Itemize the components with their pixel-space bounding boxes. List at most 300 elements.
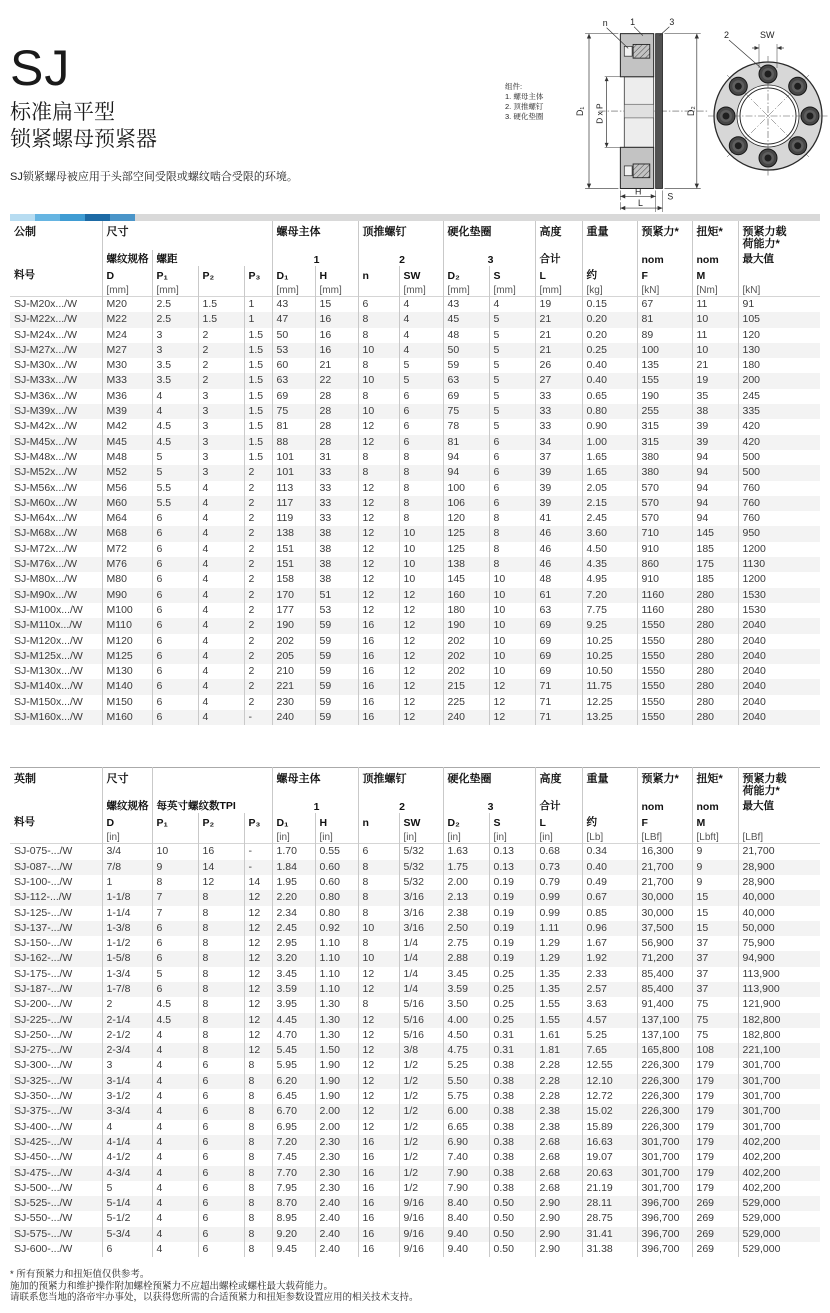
group-weight: 重量: [582, 221, 637, 250]
table-cell: 5/32: [399, 844, 443, 860]
table-cell: 14: [198, 860, 244, 875]
table-cell: 7.20: [582, 588, 637, 603]
table-cell: 151: [272, 557, 315, 572]
table-cell: 91: [738, 297, 820, 313]
table-cell: M30: [102, 358, 152, 373]
imperial-table-body: [10, 844, 820, 1258]
table-cell: 10: [399, 572, 443, 587]
table-cell: 2.95: [272, 936, 315, 951]
table-cell: 155: [637, 373, 692, 388]
table-cell: 9: [692, 860, 738, 875]
dim-label-d2: D₂: [685, 106, 696, 116]
table-cell: SJ-M52x.../W: [14, 466, 78, 479]
table-cell: 315: [637, 435, 692, 450]
table-cell: 12: [358, 419, 399, 434]
table-cell: 9.40: [443, 1227, 489, 1242]
table-cell: 46: [535, 542, 582, 557]
table-cell: 5/16: [399, 1013, 443, 1028]
table-cell: 2: [198, 358, 244, 373]
table-cell: SJ-325-.../W: [14, 1074, 73, 1087]
table-row: [10, 1242, 820, 1257]
table-row: [10, 951, 820, 966]
table-cell: 12.72: [582, 1089, 637, 1104]
table-cell: 1.5: [244, 450, 272, 465]
table-cell: 269: [692, 1211, 738, 1226]
table-row: [10, 664, 820, 679]
table-cell: 46: [535, 557, 582, 572]
table-cell: 8: [198, 1028, 244, 1043]
table-cell: 8: [399, 511, 443, 526]
table-cell: 8: [198, 906, 244, 921]
table-row: [10, 921, 820, 936]
table-cell: 570: [637, 481, 692, 496]
table-cell: 12: [358, 982, 399, 997]
table-cell: 1200: [738, 572, 820, 587]
table-cell: 280: [692, 695, 738, 710]
table-cell: 420: [738, 419, 820, 434]
sub-part-2: 2: [358, 250, 443, 266]
table-cell: 94: [443, 465, 489, 480]
table-cell: 175: [692, 557, 738, 572]
table-cell: 2: [244, 465, 272, 480]
table-cell: SJ-375-.../W: [14, 1105, 73, 1118]
table-cell: 240: [443, 710, 489, 725]
brand-bar: [10, 214, 820, 221]
table-cell: 121,900: [738, 997, 820, 1012]
table-cell: 5: [489, 343, 535, 358]
sub-nom: nom: [692, 250, 738, 266]
table-cell: 113,900: [738, 967, 820, 982]
table-cell: 4: [152, 1242, 198, 1257]
table-cell: SJ-500-.../W: [14, 1181, 73, 1194]
table-cell: 12: [358, 511, 399, 526]
table-row: [10, 572, 820, 587]
table-cell: 14: [244, 875, 272, 890]
table-cell: 0.80: [315, 890, 358, 905]
table-cell: 0.90: [582, 419, 637, 434]
table-cell: 12.25: [582, 695, 637, 710]
table-cell: 3: [198, 465, 244, 480]
table-cell: 245: [738, 389, 820, 404]
table-cell: SJ-M42x.../W: [14, 420, 78, 433]
table-cell: 3.5: [152, 358, 198, 373]
table-cell: 8: [244, 1120, 272, 1135]
table-cell: 3.5: [152, 373, 198, 388]
table-cell: 4: [198, 526, 244, 541]
table-cell: 4: [399, 297, 443, 313]
table-cell: 396,700: [637, 1211, 692, 1226]
table-row: [10, 603, 820, 618]
table-cell: 4.45: [272, 1013, 315, 1028]
table-cell: 2: [244, 481, 272, 496]
table-cell: 113: [272, 481, 315, 496]
table-cell: 2.28: [535, 1058, 582, 1073]
table-cell: 59: [315, 710, 358, 725]
table-cell: 12: [489, 695, 535, 710]
table-cell: 570: [637, 511, 692, 526]
table-cell: M90: [102, 588, 152, 603]
group-jack-screws: 顶推螺钉: [358, 221, 443, 250]
table-cell: SJ-100-.../W: [14, 875, 73, 888]
table-cell: 7: [152, 890, 198, 905]
table-cell: 8: [399, 465, 443, 480]
table-cell: 71: [535, 695, 582, 710]
table-cell: 8: [244, 1242, 272, 1257]
table-cell: 16: [198, 844, 244, 860]
table-cell: 4: [399, 312, 443, 327]
table-cell: 4: [152, 1150, 198, 1165]
group-size: 尺寸: [102, 768, 152, 798]
table-cell: 1.5: [244, 404, 272, 419]
table-cell: 8: [358, 860, 399, 875]
table-cell: 0.31: [489, 1043, 535, 1058]
table-cell: 16: [358, 649, 399, 664]
table-cell: 179: [692, 1089, 738, 1104]
table-cell: 500: [738, 450, 820, 465]
table-cell: 8: [244, 1104, 272, 1119]
table-cell: 50: [443, 343, 489, 358]
table-cell: SJ-200-.../W: [14, 998, 73, 1011]
table-cell: 3: [198, 435, 244, 450]
table-cell: 30,000: [637, 906, 692, 921]
table-cell: 1/2: [399, 1181, 443, 1196]
table-cell: 1.55: [535, 1013, 582, 1028]
table-cell: 2: [244, 679, 272, 694]
table-cell: 5-1/2: [102, 1211, 152, 1226]
table-cell: 6.45: [272, 1089, 315, 1104]
table-cell: 8: [358, 875, 399, 890]
product-subtitle-2: 锁紧螺母预紧器: [10, 128, 157, 151]
table-cell: 8: [244, 1196, 272, 1211]
table-cell: 380: [637, 450, 692, 465]
table-cell: 19: [692, 373, 738, 388]
table-cell: 9: [692, 875, 738, 890]
table-cell: M27: [102, 343, 152, 358]
table-cell: 402,200: [738, 1150, 820, 1165]
table-cell: 4.5: [152, 997, 198, 1012]
table-cell: 67: [637, 297, 692, 313]
table-cell: 12: [399, 603, 443, 618]
table-cell: 39: [535, 465, 582, 480]
table-cell: 21,700: [637, 875, 692, 890]
table-cell: 0.55: [315, 844, 358, 860]
group-jack-screws: 顶推螺钉: [358, 768, 443, 798]
table-cell: 2.30: [315, 1150, 358, 1165]
sub-tpi: 每英寸螺纹数TPI: [152, 797, 272, 813]
table-cell: 226,300: [637, 1058, 692, 1073]
table-cell: 16: [358, 695, 399, 710]
table-cell: 6: [198, 1058, 244, 1073]
table-cell: 1.5: [198, 297, 244, 313]
table-cell: 75: [692, 1028, 738, 1043]
group-torque: 扭矩*: [692, 221, 738, 250]
table-cell: 0.68: [535, 844, 582, 860]
table-row: [10, 297, 820, 313]
table-cell: 8: [198, 951, 244, 966]
table-cell: 33: [535, 419, 582, 434]
table-cell: 0.25: [489, 1013, 535, 1028]
table-cell: 21: [535, 312, 582, 327]
table-cell: 9/16: [399, 1227, 443, 1242]
part-label-2: 2: [724, 30, 730, 40]
table-cell: 4: [152, 1043, 198, 1058]
table-cell: 315: [637, 419, 692, 434]
table-cell: 69: [272, 389, 315, 404]
table-cell: 8: [358, 328, 399, 343]
table-row: [10, 358, 820, 373]
table-row: [10, 1058, 820, 1073]
table-cell: 226,300: [637, 1104, 692, 1119]
table-cell: 5-3/4: [102, 1227, 152, 1242]
table-cell: 59: [315, 679, 358, 694]
table-cell: 12: [358, 1104, 399, 1119]
table-cell: 4: [198, 664, 244, 679]
table-cell: 1.65: [582, 450, 637, 465]
table-cell: 1.55: [535, 997, 582, 1012]
table-cell: 1550: [637, 618, 692, 633]
table-cell: 8: [358, 906, 399, 921]
table-cell: 2.13: [443, 890, 489, 905]
table-cell: 145: [443, 572, 489, 587]
table-cell: 39: [692, 435, 738, 450]
table-cell: 0.19: [489, 890, 535, 905]
table-cell: 75: [692, 997, 738, 1012]
table-cell: 226,300: [637, 1074, 692, 1089]
table-cell: 1530: [738, 588, 820, 603]
table-cell: 0.50: [489, 1242, 535, 1257]
table-cell: SJ-M48x.../W: [14, 450, 78, 463]
table-cell: 1/2: [399, 1166, 443, 1181]
table-cell: 4-3/4: [102, 1166, 152, 1181]
table-cell: 138: [272, 526, 315, 541]
table-cell: 2: [244, 496, 272, 511]
table-cell: 12: [358, 1074, 399, 1089]
table-cell: 75: [692, 1013, 738, 1028]
table-cell: 30,000: [637, 890, 692, 905]
part-label-3: 3: [669, 16, 675, 27]
table-cell: 15: [692, 890, 738, 905]
table-cell: 4: [198, 603, 244, 618]
table-cell: 11.75: [582, 679, 637, 694]
table-cell: 0.25: [489, 982, 535, 997]
table-cell: M64: [102, 511, 152, 526]
table-cell: 396,700: [637, 1196, 692, 1211]
table-row: [10, 1120, 820, 1135]
group-nut-body: 螺母主体: [272, 221, 358, 250]
front-view-diagram: [704, 28, 830, 184]
table-cell: SJ-225-.../W: [14, 1013, 73, 1026]
table-cell: 1/4: [399, 967, 443, 982]
table-cell: 6: [198, 1242, 244, 1257]
table-cell: 529,000: [738, 1227, 820, 1242]
table-cell: 15.02: [582, 1104, 637, 1119]
table-cell: 59: [315, 695, 358, 710]
table-cell: 69: [535, 649, 582, 664]
table-cell: 0.13: [489, 860, 535, 875]
table-cell: 3: [102, 1058, 152, 1073]
table-cell: 2: [244, 695, 272, 710]
table-cell: 240: [272, 710, 315, 725]
page-header: [10, 0, 820, 212]
table-cell: 2.15: [582, 496, 637, 511]
table-cell: 7.40: [443, 1150, 489, 1165]
table-cell: 4: [198, 542, 244, 557]
table-cell: 2.00: [315, 1104, 358, 1119]
table-cell: 37: [692, 967, 738, 982]
table-row: [10, 936, 820, 951]
table-cell: M48: [102, 450, 152, 465]
table-cell: 21: [692, 358, 738, 373]
table-cell: 4: [152, 1074, 198, 1089]
group-size: 尺寸: [102, 221, 272, 250]
table-cell: 10: [152, 844, 198, 860]
table-cell: 12: [358, 588, 399, 603]
table-cell: 7.70: [272, 1166, 315, 1181]
sub-max: 最大值: [738, 250, 820, 266]
table-cell: 12: [358, 603, 399, 618]
table-cell: 4: [152, 1120, 198, 1135]
table-cell: 7: [152, 906, 198, 921]
table-cell: 0.34: [582, 844, 637, 860]
table-cell: 8.95: [272, 1211, 315, 1226]
table-cell: 760: [738, 496, 820, 511]
table-cell: 8: [489, 511, 535, 526]
table-cell: 1160: [637, 588, 692, 603]
table-cell: 33: [315, 481, 358, 496]
table-cell: SJ-112-.../W: [14, 891, 72, 904]
table-cell: 280: [692, 679, 738, 694]
table-cell: 4: [198, 618, 244, 633]
table-row: [10, 373, 820, 388]
table-row: [10, 496, 820, 511]
table-cell: 6: [152, 936, 198, 951]
table-cell: 38: [315, 557, 358, 572]
table-row: [10, 890, 820, 905]
table-cell: 6: [198, 1181, 244, 1196]
table-cell: 3-1/4: [102, 1074, 152, 1089]
table-row: [10, 419, 820, 434]
table-cell: 1530: [738, 603, 820, 618]
table-cell: 8: [399, 496, 443, 511]
table-cell: 75: [443, 404, 489, 419]
table-cell: 8: [358, 312, 399, 327]
table-cell: 10.50: [582, 664, 637, 679]
table-cell: 2: [244, 588, 272, 603]
table-cell: 105: [738, 312, 820, 327]
table-cell: 8: [198, 997, 244, 1012]
table-cell: 8: [244, 1181, 272, 1196]
part-label-1: 1: [630, 16, 636, 27]
table-cell: 9: [692, 844, 738, 860]
table-cell: 2.45: [582, 511, 637, 526]
table-cell: SJ-M68x.../W: [14, 527, 78, 540]
table-cell: 9/16: [399, 1211, 443, 1226]
table-cell: 5: [489, 312, 535, 327]
table-row: [10, 481, 820, 496]
table-cell: 22: [315, 373, 358, 388]
sub-part-1: 1: [272, 797, 358, 813]
table-cell: 9: [152, 860, 198, 875]
table-cell: SJ-350-.../W: [14, 1090, 73, 1103]
table-cell: 2: [244, 542, 272, 557]
table-cell: 2040: [738, 679, 820, 694]
table-cell: 301,700: [637, 1166, 692, 1181]
table-cell: 529,000: [738, 1211, 820, 1226]
table-cell: 1.00: [582, 435, 637, 450]
table-cell: 12: [489, 710, 535, 725]
group-weight: 重量: [582, 768, 637, 798]
table-row: [10, 1135, 820, 1150]
table-cell: 4.95: [582, 572, 637, 587]
table-cell: 137,100: [637, 1028, 692, 1043]
table-row: [10, 1181, 820, 1196]
table-cell: 225: [443, 695, 489, 710]
table-cell: 5: [152, 450, 198, 465]
table-cell: M68: [102, 526, 152, 541]
table-cell: 10: [489, 649, 535, 664]
table-cell: 50,000: [738, 921, 820, 936]
table-cell: 0.60: [315, 860, 358, 875]
table-cell: M72: [102, 542, 152, 557]
table-cell: 12: [399, 679, 443, 694]
table-cell: 16: [358, 664, 399, 679]
table-cell: 94: [692, 465, 738, 480]
table-row: [10, 312, 820, 327]
table-cell: 12: [244, 982, 272, 997]
table-cell: 2.30: [315, 1166, 358, 1181]
table-cell: 6: [489, 481, 535, 496]
table-cell: 6: [399, 404, 443, 419]
table-cell: 10: [358, 921, 399, 936]
table-cell: 2.28: [535, 1089, 582, 1104]
table-cell: 5: [399, 373, 443, 388]
table-cell: 16,300: [637, 844, 692, 860]
table-cell: 8: [358, 389, 399, 404]
table-cell: 31.41: [582, 1227, 637, 1242]
table-cell: 0.92: [315, 921, 358, 936]
table-cell: 34: [535, 435, 582, 450]
table-cell: 4: [198, 588, 244, 603]
table-cell: SJ-450-.../W: [14, 1151, 73, 1164]
table-cell: 301,700: [637, 1150, 692, 1165]
table-cell: 269: [692, 1242, 738, 1257]
table-cell: 12: [198, 875, 244, 890]
table-cell: 190: [443, 618, 489, 633]
table-cell: 88: [272, 435, 315, 450]
table-cell: 8: [152, 875, 198, 890]
table-cell: 2.40: [315, 1227, 358, 1242]
table-cell: 10: [358, 343, 399, 358]
table-cell: 16: [358, 634, 399, 649]
table-cell: 1.35: [535, 982, 582, 997]
table-cell: 12: [358, 557, 399, 572]
table-row: [10, 997, 820, 1012]
table-cell: 0.38: [489, 1074, 535, 1089]
table-cell: 12: [358, 496, 399, 511]
table-cell: 47: [272, 312, 315, 327]
table-cell: 3.59: [272, 982, 315, 997]
table-cell: 950: [738, 526, 820, 541]
table-cell: 4.5: [152, 1013, 198, 1028]
table-cell: SJ-162-.../W: [14, 952, 73, 965]
table-cell: 1.30: [315, 1013, 358, 1028]
table-cell: 5: [489, 373, 535, 388]
table-cell: 137,100: [637, 1013, 692, 1028]
col-part-number: 料号: [14, 816, 35, 829]
table-cell: 8: [358, 465, 399, 480]
table-cell: 5: [489, 358, 535, 373]
table-cell: 4.75: [443, 1043, 489, 1058]
